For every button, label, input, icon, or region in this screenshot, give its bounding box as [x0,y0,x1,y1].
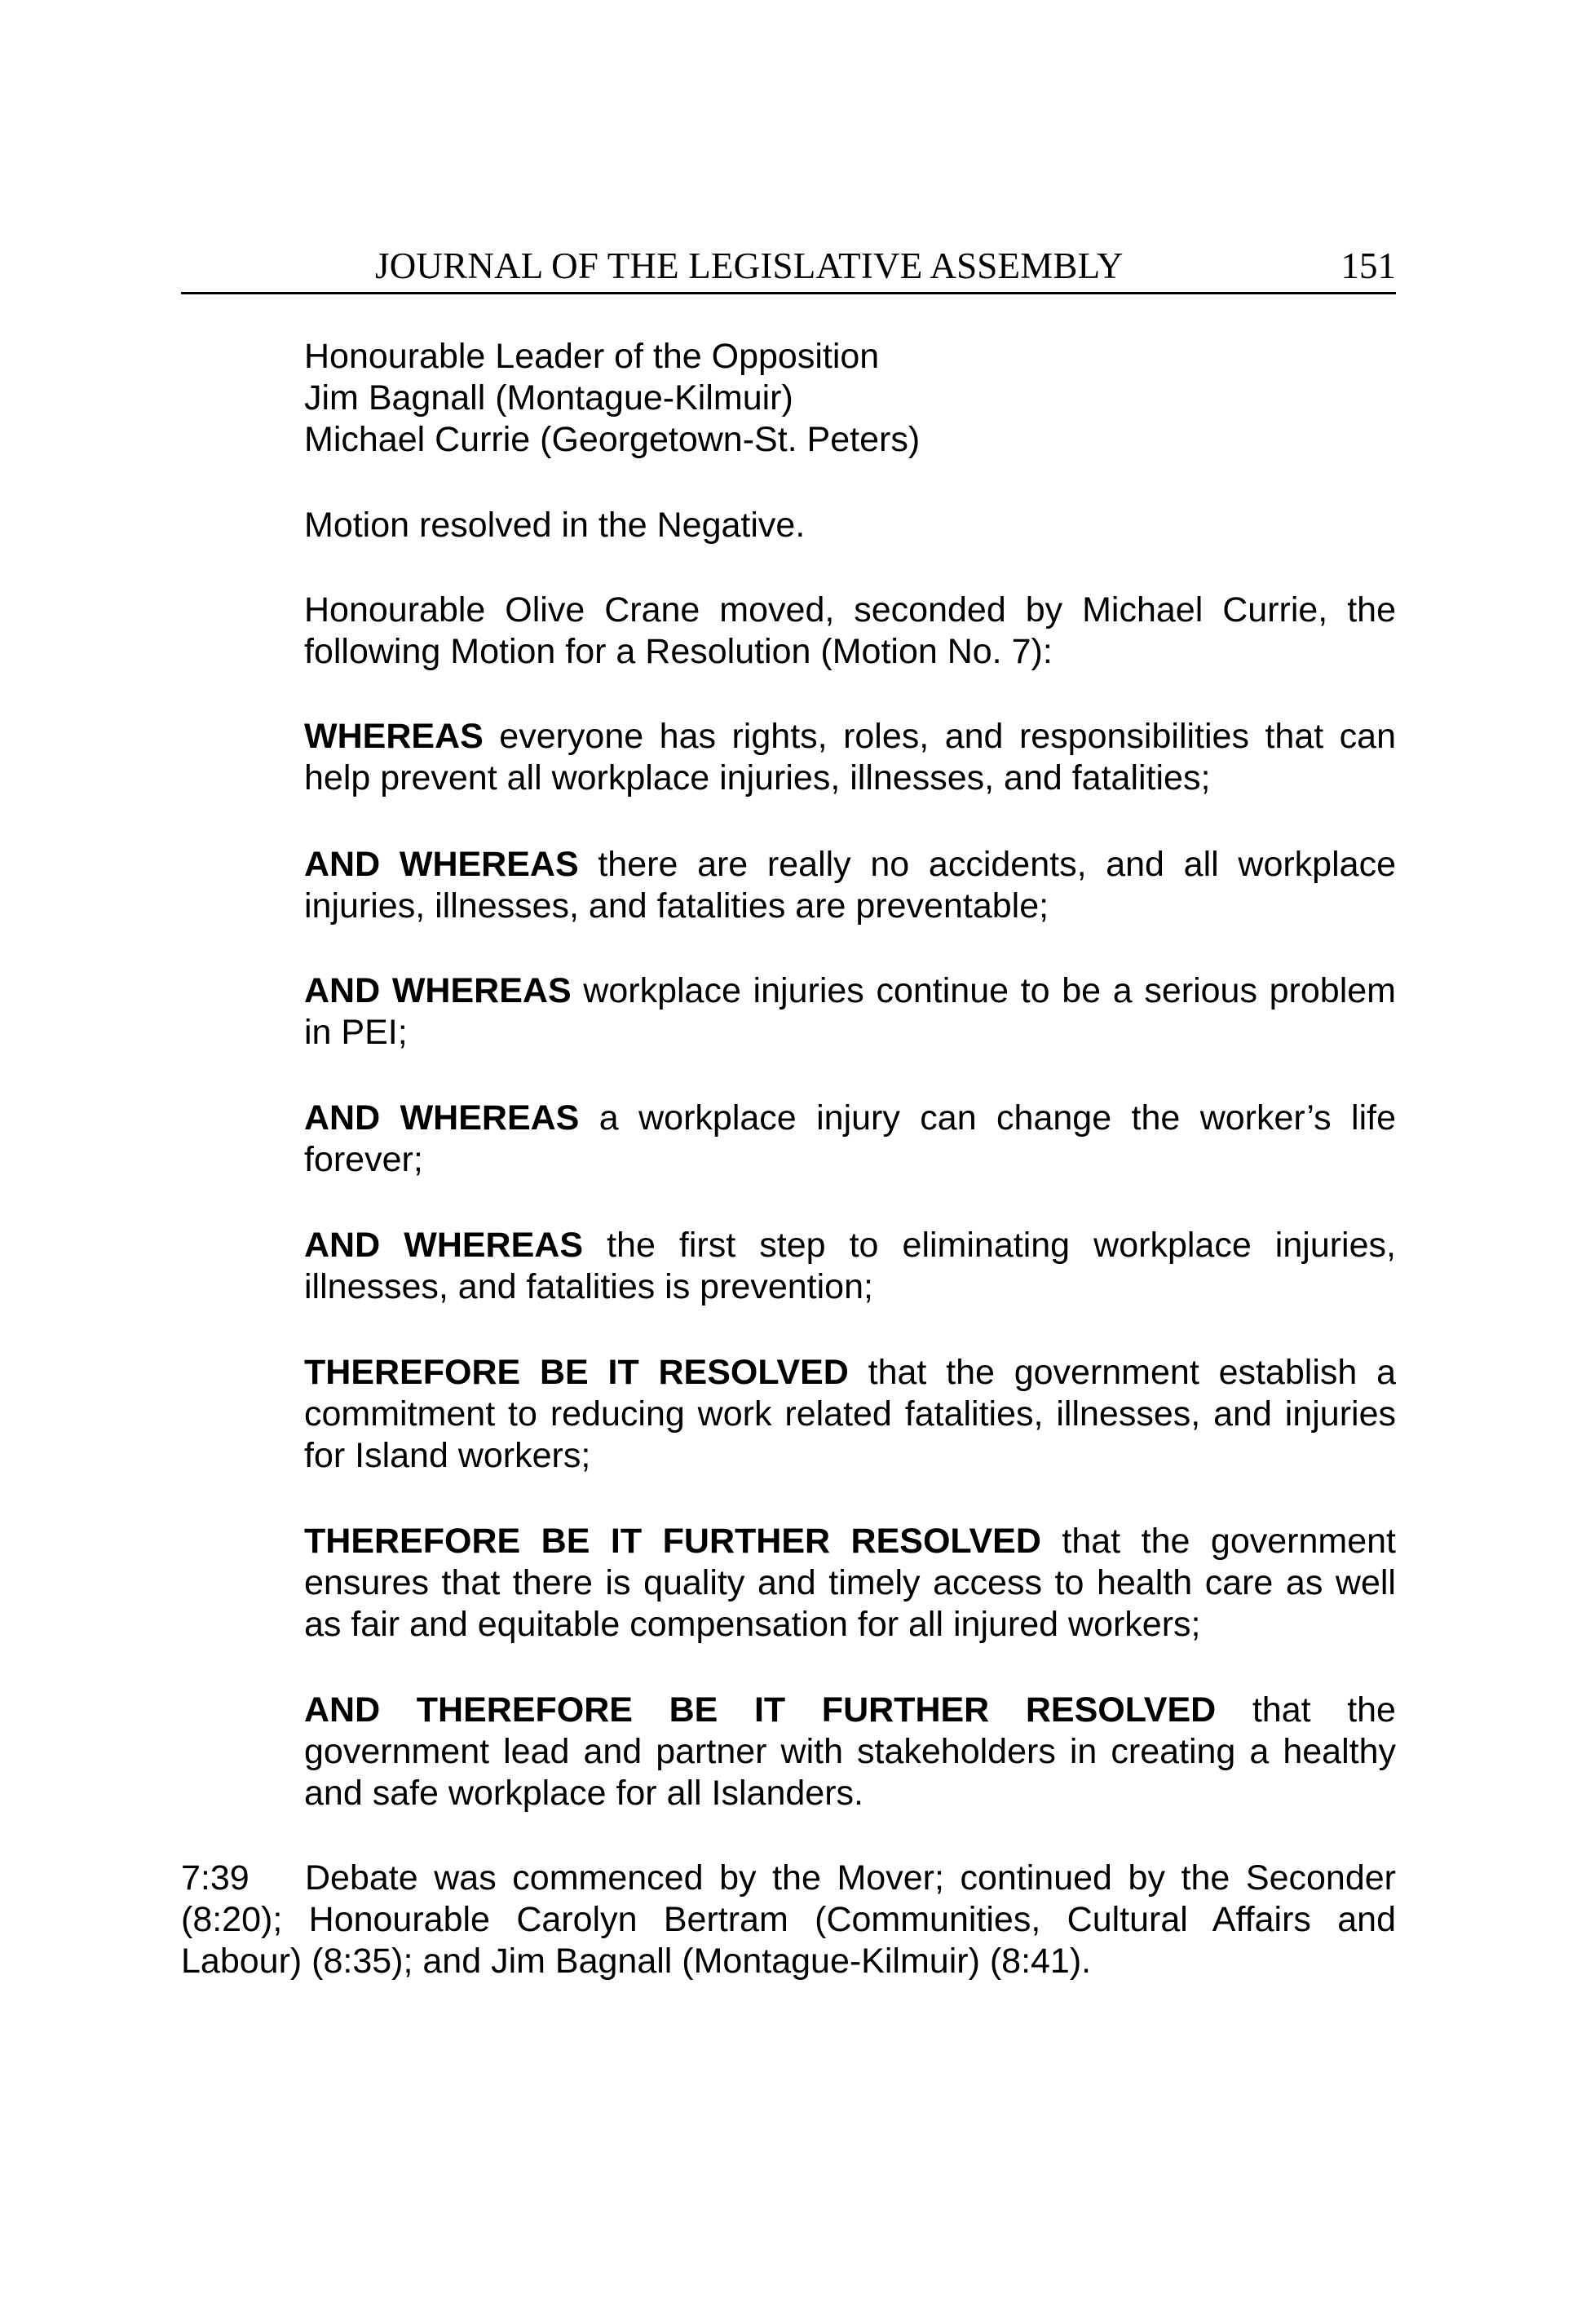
clause-resolved-2 [304,1521,1396,1646]
clause-lead: AND WHEREAS [304,845,579,884]
clause-resolved-1 [304,1352,1396,1477]
clause-text: that the government establish a commitment to reducing work related fatalities, illnesses, and injuries for Island workers; [304,1353,1396,1475]
clause-whereas-3 [304,970,1396,1054]
clause-lead: THEREFORE BE IT FURTHER RESOLVED [304,1522,1041,1561]
motion-intro: Honourable Olive Crane moved, seconded by Michael Currie, the following Motion for a Resolution (Motion No. 7): [304,590,1396,671]
debate-time: 7:39 [181,1858,250,1898]
clause-lead: AND WHEREAS [304,1226,584,1265]
clause-lead: THEREFORE BE IT RESOLVED [304,1353,849,1392]
clause-resolved-3 [304,1690,1396,1814]
clause-lead: AND WHEREAS [304,971,572,1010]
journal-title: JOURNAL OF THE LEGISLATIVE ASSEMBLY [375,245,1124,286]
debate-record [181,1858,1396,1982]
clause-lead: WHEREAS [304,717,484,756]
clause-whereas-1 [304,716,1396,799]
member-name: Honourable Leader of the Opposition [304,337,880,376]
clause-whereas-5 [304,1225,1396,1308]
clause-lead: AND THEREFORE BE IT FURTHER RESOLVED [304,1690,1217,1730]
page-header [181,245,1396,294]
clause-text: there are really no accidents, and all workplace injuries, illnesses, and fatalities are preventable; [304,845,1396,926]
clause-text: that the government ensures that there is quality and timely access to health care as well as fair and equitable compensation for all injured workers; [304,1522,1396,1644]
clause-text: the first step to eliminating workplace injuries, illnesses, and fatalities is prevention; [304,1226,1396,1306]
members-list [304,336,1396,461]
member-name: Michael Currie (Georgetown-St. Peters) [304,420,921,459]
clause-whereas-4 [304,1098,1396,1181]
member-name: Jim Bagnall (Montague-Kilmuir) [304,378,793,418]
clause-lead: AND WHEREAS [304,1098,580,1138]
clause-text: workplace injuries continue to be a serious problem in PEI; [304,971,1396,1052]
clause-text: everyone has rights, roles, and responsibilities that can help prevent all workplace injuries, illnesses, and fatalities; [304,717,1396,797]
page-number: 151 [1340,245,1396,286]
debate-text: Debate was commenced by the Mover; continued by the Seconder (8:20); Honourable Carolyn Bertram (Communities, Cultural Affairs and Labour) (8:35); and Jim Bagnall (Montague-Kilmuir) (8:41). [181,1858,1396,1981]
clause-text: a workplace injury can change the worker’s life forever; [304,1098,1396,1179]
clause-text: that the government lead and partner with stakeholders in creating a healthy and safe workplace for all Islanders. [304,1690,1396,1813]
clause-whereas-2 [304,844,1396,927]
motion-result: Motion resolved in the Negative. [304,506,806,545]
